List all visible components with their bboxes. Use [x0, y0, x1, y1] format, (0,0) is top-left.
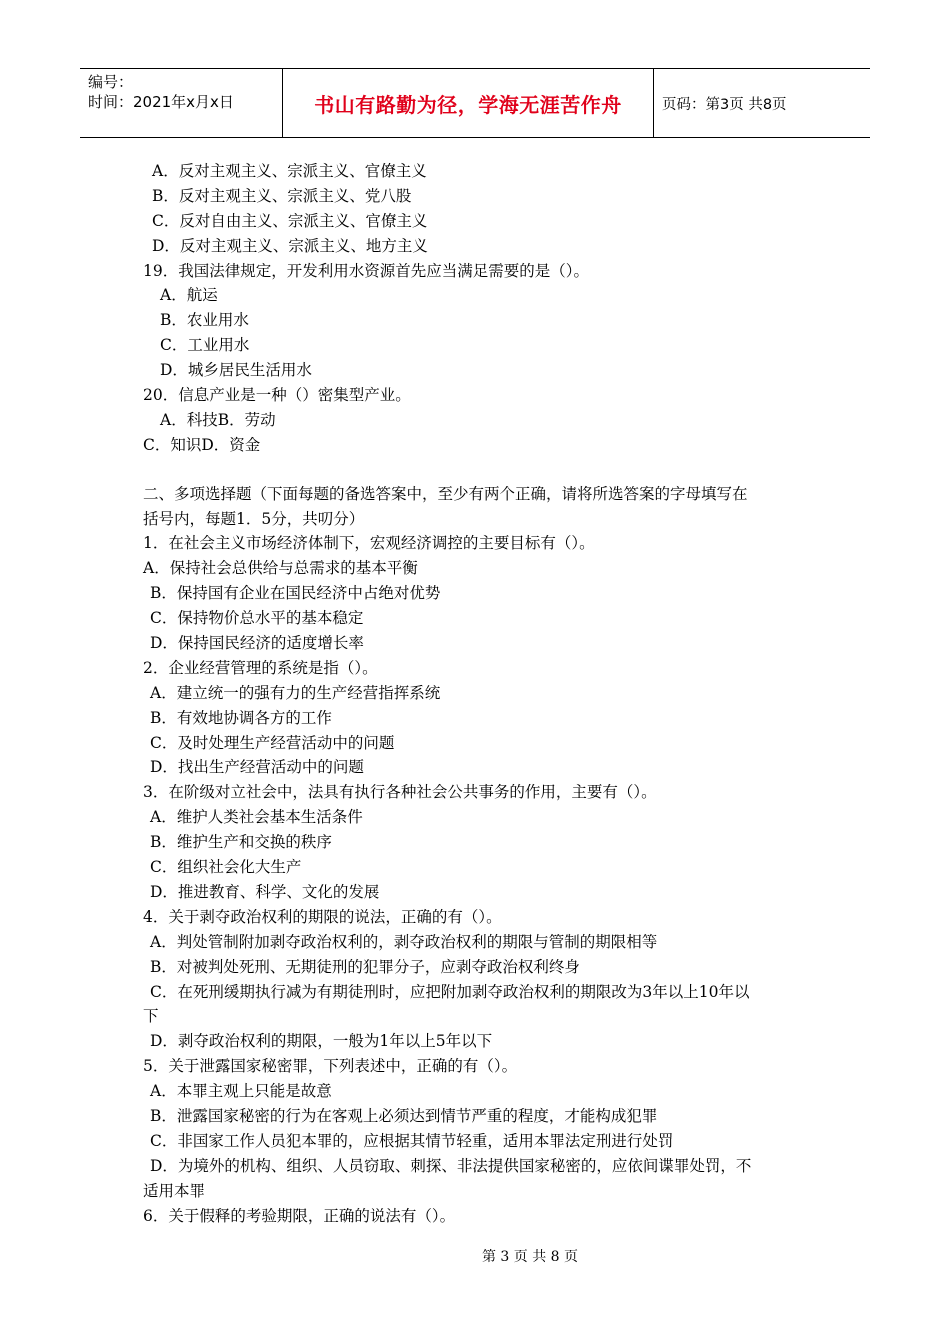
section-heading: 二、多项选择题（下面每题的备选答案中，至少有两个正确，请将所选答案的字母填写在	[143, 484, 748, 503]
q19-option-b: B．农业用水	[160, 311, 249, 330]
time-label: 时间：2021年x月x日	[88, 93, 234, 111]
m5-stem: 5．关于泄露国家秘密罪，下列表述中，正确的有（）。	[143, 1057, 518, 1076]
q20-options-cd: C．知识D．资金	[143, 435, 261, 454]
m5-option-d-cont: 适用本罪	[143, 1181, 206, 1200]
q19-option-a: A．航运	[160, 286, 218, 305]
footer-page-number: 第 3 页 共 8 页	[481, 1249, 579, 1265]
m5-option-c: C．非国家工作人员犯本罪的，应根据其情节轻重，适用本罪法定刑进行处罚	[150, 1131, 674, 1150]
m3-option-d: D．推进教育、科学、文化的发展	[150, 882, 380, 901]
m1-option-b: B．保持国有企业在国民经济中占绝对优势	[150, 584, 441, 603]
q18-option-d: D．反对主观主义、宗派主义、地方主义	[152, 236, 428, 255]
q20-stem: 20．信息产业是一种（）密集型产业。	[143, 386, 411, 405]
m4-option-d: D．剥夺政治权利的期限，一般为1年以上5年以下	[150, 1032, 493, 1051]
document-body	[143, 159, 813, 1228]
m4-option-c-cont: 下	[143, 1007, 159, 1026]
q19-option-c: C．工业用水	[160, 336, 250, 355]
m1-option-d: D．保持国民经济的适度增长率	[150, 634, 364, 653]
m1-option-a: A．保持社会总供给与总需求的基本平衡	[143, 559, 418, 578]
m1-stem: 1．在社会主义市场经济体制下，宏观经济调控的主要目标有（）。	[143, 534, 595, 553]
q19-option-d: D．城乡居民生活用水	[160, 361, 312, 380]
q19-stem: 19．我国法律规定，开发利用水资源首先应当满足需要的是（）。	[143, 261, 589, 280]
m2-option-b: B．有效地协调各方的工作	[150, 708, 332, 727]
q20-options-ab: A．科技B．劳动	[160, 410, 276, 429]
number-label: 编号：	[88, 73, 134, 91]
q18-option-b: B．反对主观主义、宗派主义、党八股	[152, 186, 412, 205]
m5-option-d: D．为境外的机构、组织、人员窃取、刺探、非法提供国家秘密的，应依间谍罪处罚，不	[150, 1156, 752, 1175]
header-motto: 书山有路勤为径，学海无涯苦作舟	[282, 69, 654, 137]
m2-stem: 2．企业经营管理的系统是指（）。	[143, 658, 378, 677]
m2-option-c: C．及时处理生产经营活动中的问题	[150, 733, 395, 752]
m3-option-b: B．维护生产和交换的秩序	[150, 833, 332, 852]
m2-option-d: D．找出生产经营活动中的问题	[150, 758, 364, 777]
q18-option-a: A．反对主观主义、宗派主义、官僚主义	[152, 162, 427, 180]
m5-option-a: A．本罪主观上只能是故意	[150, 1082, 332, 1101]
m4-option-b: B．对被判处死刑、无期徒刑的犯罪分子，应剥夺政治权利终身	[150, 957, 580, 976]
m3-option-c: C．组织社会化大生产	[150, 858, 302, 877]
m4-stem: 4．关于剥夺政治权利的期限的说法，正确的有（）。	[143, 907, 502, 926]
section-gap	[143, 458, 813, 482]
m3-option-a: A．维护人类社会基本生活条件	[150, 808, 363, 827]
header-page-label: 页码：第3页 共8页	[662, 96, 787, 113]
section-heading-cont: 括号内，每题1．5分，共叨分）	[143, 509, 365, 528]
m2-option-a: A．建立统一的强有力的生产经营指挥系统	[150, 683, 441, 702]
m4-option-a: A．判处管制附加剥夺政治权利的，剥夺政治权利的期限与管制的期限相等	[150, 932, 658, 951]
m3-stem: 3．在阶级对立社会中，法具有执行各种社会公共事务的作用，主要有（）。	[143, 783, 657, 802]
header-meta	[80, 69, 282, 137]
q18-option-c: C．反对自由主义、宗派主义、官僚主义	[152, 211, 428, 230]
m5-option-b: B．泄露国家秘密的行为在客观上必须达到情节严重的程度，才能构成犯罪	[150, 1106, 658, 1125]
m1-option-c: C．保持物价总水平的基本稳定	[150, 609, 364, 628]
m4-option-c: C．在死刑缓期执行减为有期徒刑时，应把附加剥夺政治权利的期限改为3年以上10年以	[150, 982, 750, 1001]
page-header	[80, 68, 870, 138]
page-footer	[0, 1246, 950, 1266]
m6-stem: 6．关于假释的考验期限，正确的说法有（）。	[143, 1206, 456, 1225]
